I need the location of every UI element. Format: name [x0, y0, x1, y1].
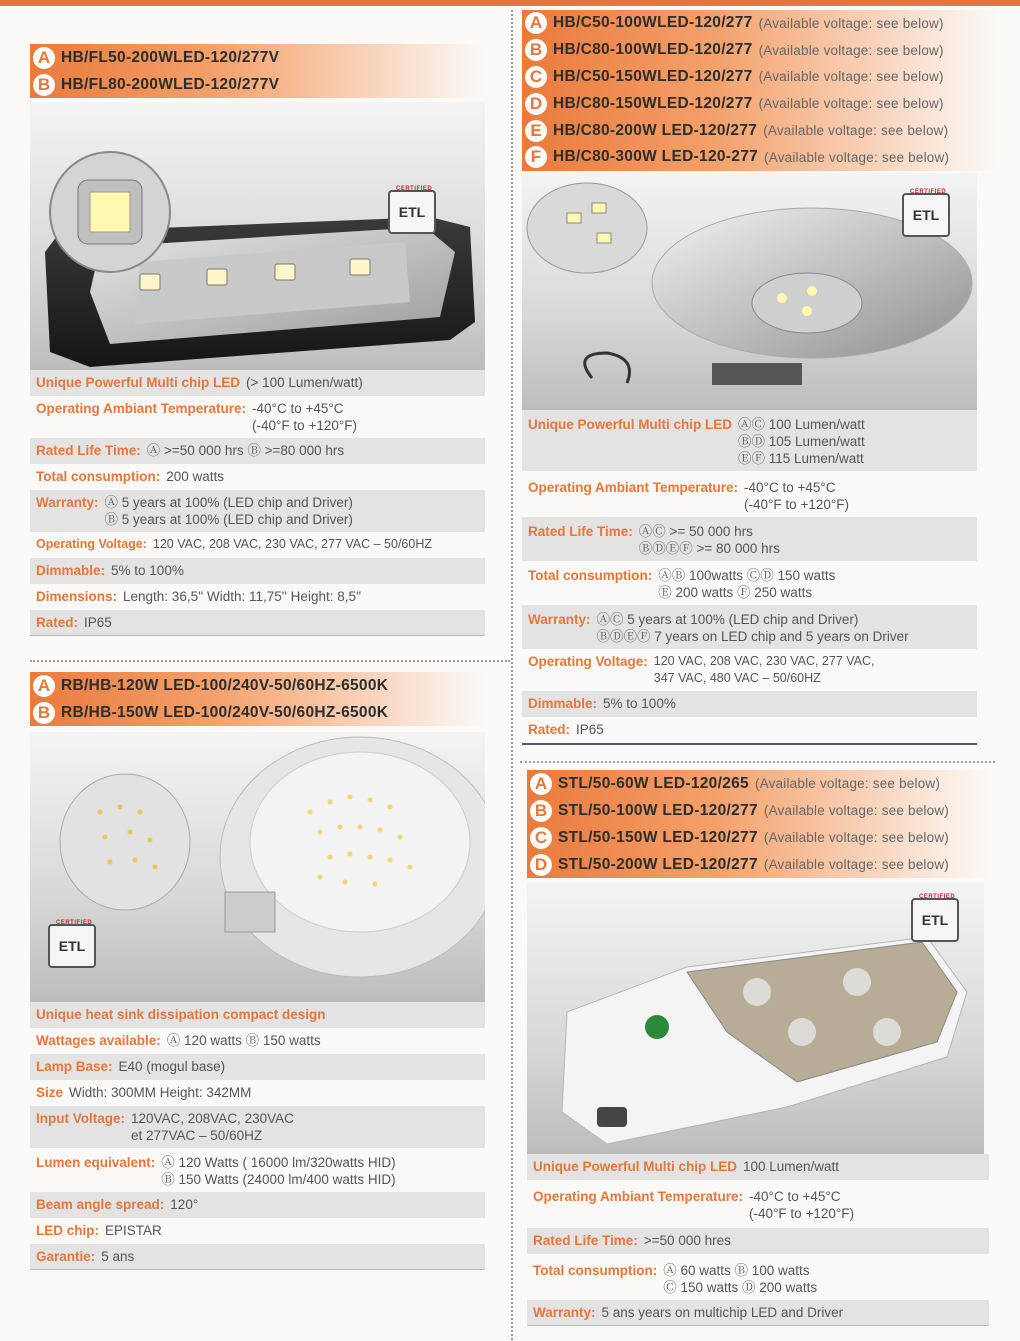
spec-value: Ⓐ >=50 000 hrs Ⓑ >=80 000 hrs: [146, 443, 345, 458]
model-letter-badge: C: [530, 827, 552, 849]
model-note: (Available voltage: see below): [758, 15, 944, 31]
certified-label: CERTIFIED: [56, 920, 93, 926]
spec-label: Rated Life Time:: [533, 1233, 638, 1248]
model-code: HB/C80-200W LED-120/277: [553, 121, 758, 139]
spec-value: ⒶⒸ 100 Lumen/watt ⒷⒹ 105 Lumen/watt ⒺⒻ 115 Lumen/watt: [738, 416, 865, 466]
model-list: [30, 44, 485, 98]
spec-row-consumption: [522, 561, 977, 605]
spec-value: -40°C to +45°C (-40°F to +120°F): [252, 401, 357, 433]
spec-row-consumption: [30, 464, 485, 490]
spec-label: Size: [36, 1085, 64, 1100]
spec-label: Dimmable:: [528, 695, 598, 711]
model-letter-badge: B: [33, 702, 55, 724]
model-code: STL/50-200W LED-120/277: [558, 855, 758, 873]
spec-label: Lumen equivalent:: [36, 1155, 156, 1170]
spec-value: 5% to 100%: [603, 695, 676, 711]
model-note: (Available voltage: see below): [754, 776, 941, 791]
spec-value: IP65: [84, 615, 112, 630]
model-code: RB/HB-150W LED-100/240V-50/60HZ-6500K: [61, 703, 389, 721]
model-code: HB/C80-100WLED-120/277: [553, 41, 753, 59]
model-letter-badge: A: [525, 12, 547, 34]
spec-row-dimmable: [30, 558, 485, 584]
model-letter-badge: D: [530, 854, 552, 876]
spec-label: Total consumption:: [533, 1263, 658, 1278]
spec-value: 120VAC, 208VAC, 230VAC et 277VAC – 50/60HZ: [131, 1111, 294, 1143]
spec-value: 120 VAC, 208 VAC, 230 VAC, 277 VAC, 347 VAC, 480 VAC – 50/60HZ: [653, 653, 875, 685]
spec-value: Ⓐ 5 years at 100% (LED chip and Driver) Ⓑ 5 years at 100% (LED chip and Driver): [104, 495, 353, 527]
spec-label: Rated:: [528, 721, 571, 737]
spec-label: Rated Life Time:: [36, 443, 141, 458]
model-note: (Available voltage: see below): [758, 69, 944, 85]
spec-row-life: [527, 1228, 989, 1254]
spec-value: Ⓐ 60 watts Ⓑ 100 watts Ⓒ 150 watts Ⓓ 200 watts: [663, 1263, 818, 1295]
spec-value: EPISTAR: [105, 1223, 162, 1238]
spec-value: ⒶⒸ 5 years at 100% (LED chip and Driver) ⒷⒹⒺⒻ 7 years on LED chip and 5 years on Driver: [596, 611, 909, 644]
model-note: (Available voltage: see below): [763, 123, 949, 139]
certified-label: CERTIFIED: [910, 188, 947, 195]
spec-value: Ⓐ 120 Watts ( 16000 lm/320watts HID) Ⓑ 150 Watts (24000 lm/400 watts HID): [161, 1155, 396, 1187]
spec-row-led-chip: [30, 1218, 485, 1244]
model-list: [30, 672, 485, 726]
model-note: (Available voltage: see below): [758, 42, 944, 58]
model-code: HB/C50-150WLED-120/277: [553, 67, 753, 85]
spec-row-dimensions: [30, 584, 485, 610]
spec-row-voltage: [30, 532, 485, 558]
spec-value: 120 VAC, 208 VAC, 230 VAC, 277 VAC – 50/60HZ: [152, 537, 432, 551]
model-row-b: [30, 699, 485, 726]
round-highbay-panel: [30, 672, 485, 1270]
spec-row-design: [30, 1002, 485, 1028]
model-row-e: [522, 117, 998, 144]
model-row-a: [527, 770, 989, 797]
model-row-a: [30, 44, 485, 71]
spec-label: Unique Powerful Multi chip LED: [528, 416, 732, 432]
model-row-c: [527, 824, 989, 851]
spec-label: Dimensions:: [36, 589, 118, 604]
model-note: (Available voltage: see below): [763, 830, 949, 845]
model-letter-badge: E: [525, 120, 547, 142]
spec-row-life: [30, 438, 485, 464]
top-accent-bar: [0, 0, 1020, 6]
etl-certified-logo: ETL: [48, 924, 96, 968]
spec-list: [30, 1002, 485, 1270]
model-row-f: [522, 144, 998, 171]
spec-row-warranty: [30, 490, 485, 532]
spec-value: 5 ans: [101, 1249, 135, 1264]
spec-label: Warranty:: [36, 495, 99, 510]
spec-row-temperature: [522, 471, 977, 517]
spec-row-lumen: [30, 370, 485, 396]
spec-label: Input Voltage:: [36, 1111, 125, 1126]
spec-label: Operating Voltage:: [528, 653, 648, 669]
spec-value: >=50 000 hres: [643, 1233, 731, 1248]
spec-label: Unique Powerful Multi chip LED: [36, 375, 240, 390]
model-code: HB/C50-100WLED-120/277: [553, 14, 753, 32]
spec-label: Unique heat sink dissipation compact design: [36, 1007, 326, 1022]
spec-label: Operating Ambiant Temperature:: [36, 401, 247, 416]
model-row-b: [527, 797, 989, 824]
model-row-a: [522, 10, 998, 37]
model-code: RB/HB-120W LED-100/240V-50/60HZ-6500K: [61, 676, 389, 694]
section-divider-left: [30, 660, 510, 662]
spec-row-voltage: [522, 649, 977, 691]
spec-row-wattages: [30, 1028, 485, 1054]
spec-value: 200 watts: [166, 469, 225, 484]
spec-label: Operating Ambiant Temperature:: [533, 1189, 744, 1204]
spec-label: Dimmable:: [36, 563, 106, 578]
round-highbay-photo: [30, 732, 485, 1002]
spec-row-lumen-equivalent: [30, 1148, 485, 1192]
model-note: (Available voltage: see below): [763, 803, 949, 818]
section-rule: [522, 743, 977, 745]
etl-certified-logo: ETL: [902, 193, 950, 237]
spec-value: ⒶⒸ >= 50 000 hrs ⒷⒹⒺⒻ >= 80 000 hrs: [638, 523, 780, 556]
model-letter-badge: F: [525, 146, 547, 168]
column-divider: [511, 10, 513, 1340]
spec-label: Operating Ambiant Temperature:: [528, 479, 739, 495]
model-row-c: [522, 64, 998, 91]
model-code: HB/FL50-200WLED-120/277V: [61, 48, 280, 66]
spec-label: Warranty:: [528, 611, 591, 627]
spec-value: E40 (mogul base): [118, 1059, 226, 1074]
spec-row-size: [30, 1080, 485, 1106]
spec-row-life: [522, 517, 977, 561]
certified-label: CERTIFIED: [919, 894, 956, 900]
round-highbay-illustration: [30, 732, 485, 1002]
etl-certified-logo: ETL: [388, 190, 436, 234]
highbay-panel: [522, 10, 998, 745]
model-code: HB/C80-150WLED-120/277: [553, 94, 753, 112]
model-letter-badge: B: [525, 39, 547, 61]
model-row-d: [527, 851, 989, 878]
spec-label: Total consumption:: [528, 567, 653, 583]
model-row-a: [30, 672, 485, 699]
spec-value: -40°C to +45°C (-40°F to +120°F): [744, 479, 849, 512]
spec-row-temperature: [527, 1180, 989, 1228]
spec-value: ⒶⒷ 100watts ⒸⒹ 150 watts Ⓔ 200 watts Ⓕ 250 watts: [658, 567, 836, 600]
model-code: STL/50-150W LED-120/277: [558, 828, 758, 846]
spec-label: Wattages available:: [36, 1033, 161, 1048]
model-list: [527, 770, 989, 878]
model-letter-badge: A: [33, 47, 55, 69]
model-letter-badge: A: [33, 675, 55, 697]
spec-value: 120°: [170, 1197, 199, 1212]
spec-value: 100 Lumen/watt: [743, 1159, 840, 1174]
spec-label: Lamp Base:: [36, 1059, 113, 1074]
model-letter-badge: B: [33, 74, 55, 96]
spec-label: Garantie:: [36, 1249, 96, 1264]
spec-label: Beam angle spread:: [36, 1197, 165, 1212]
spec-row-warranty: [527, 1300, 989, 1326]
spec-label: LED chip:: [36, 1223, 99, 1238]
spec-row-lumen: [522, 410, 977, 471]
certified-label: CERTIFIED: [396, 186, 433, 192]
model-letter-badge: C: [525, 66, 547, 88]
spec-value: (> 100 Lumen/watt): [246, 375, 363, 390]
spec-row-dimmable: [522, 691, 977, 717]
spec-row-garantie: [30, 1244, 485, 1270]
model-code: HB/C80-300W LED-120-277: [553, 148, 759, 166]
spec-row-consumption: [527, 1254, 989, 1300]
spec-value: IP65: [576, 721, 604, 737]
spec-row-rated: [30, 610, 485, 636]
spec-value: Length: 36,5'' Width: 11,75'' Height: 8,5'': [123, 589, 362, 604]
model-letter-badge: B: [530, 800, 552, 822]
spec-label: Operating Voltage:: [36, 537, 147, 551]
floodlight-panel: [30, 44, 485, 636]
streetlight-panel: [527, 770, 989, 1326]
spec-value: -40°C to +45°C (-40°F to +120°F): [749, 1189, 854, 1221]
spec-row-beam-angle: [30, 1192, 485, 1218]
floodlight-illustration: [30, 102, 485, 370]
streetlight-photo: [527, 882, 984, 1154]
highbay-photo: [522, 173, 977, 410]
section-divider-right: [520, 761, 995, 763]
spec-list: [522, 410, 977, 745]
model-list: [522, 10, 998, 171]
spec-row-lamp-base: [30, 1054, 485, 1080]
spec-row-rated: [522, 717, 977, 743]
spec-label: Unique Powerful Multi chip LED: [533, 1159, 737, 1174]
model-letter-badge: A: [530, 773, 552, 795]
floodlight-photo: [30, 102, 485, 370]
model-note: (Available voltage: see below): [764, 149, 950, 165]
spec-row-input-voltage: [30, 1106, 485, 1148]
spec-label: Rated:: [36, 615, 79, 630]
spec-list: [30, 370, 485, 636]
spec-value: Ⓐ 120 watts Ⓑ 150 watts: [166, 1033, 321, 1048]
spec-value: Width: 300MM Height: 342MM: [69, 1085, 252, 1100]
model-note: (Available voltage: see below): [763, 857, 949, 872]
spec-row-lumen: [527, 1154, 989, 1180]
spec-value: 5% to 100%: [111, 563, 184, 578]
model-note: (Available voltage: see below): [758, 96, 944, 112]
spec-label: Total consumption:: [36, 469, 161, 484]
model-code: STL/50-60W LED-120/265: [558, 774, 749, 792]
model-code: HB/FL80-200WLED-120/277V: [61, 75, 280, 93]
model-letter-badge: D: [525, 93, 547, 115]
model-row-d: [522, 90, 998, 117]
spec-list: [527, 1154, 989, 1326]
spec-row-temperature: [30, 396, 485, 438]
spec-value: 5 ans years on multichip LED and Driver: [601, 1305, 844, 1320]
model-code: STL/50-100W LED-120/277: [558, 801, 758, 819]
etl-certified-logo: ETL: [911, 898, 959, 942]
model-row-b: [30, 71, 485, 98]
spec-label: Warranty:: [533, 1305, 596, 1320]
spec-label: Rated Life Time:: [528, 523, 633, 539]
spec-row-warranty: [522, 605, 977, 649]
model-row-b: [522, 37, 998, 64]
